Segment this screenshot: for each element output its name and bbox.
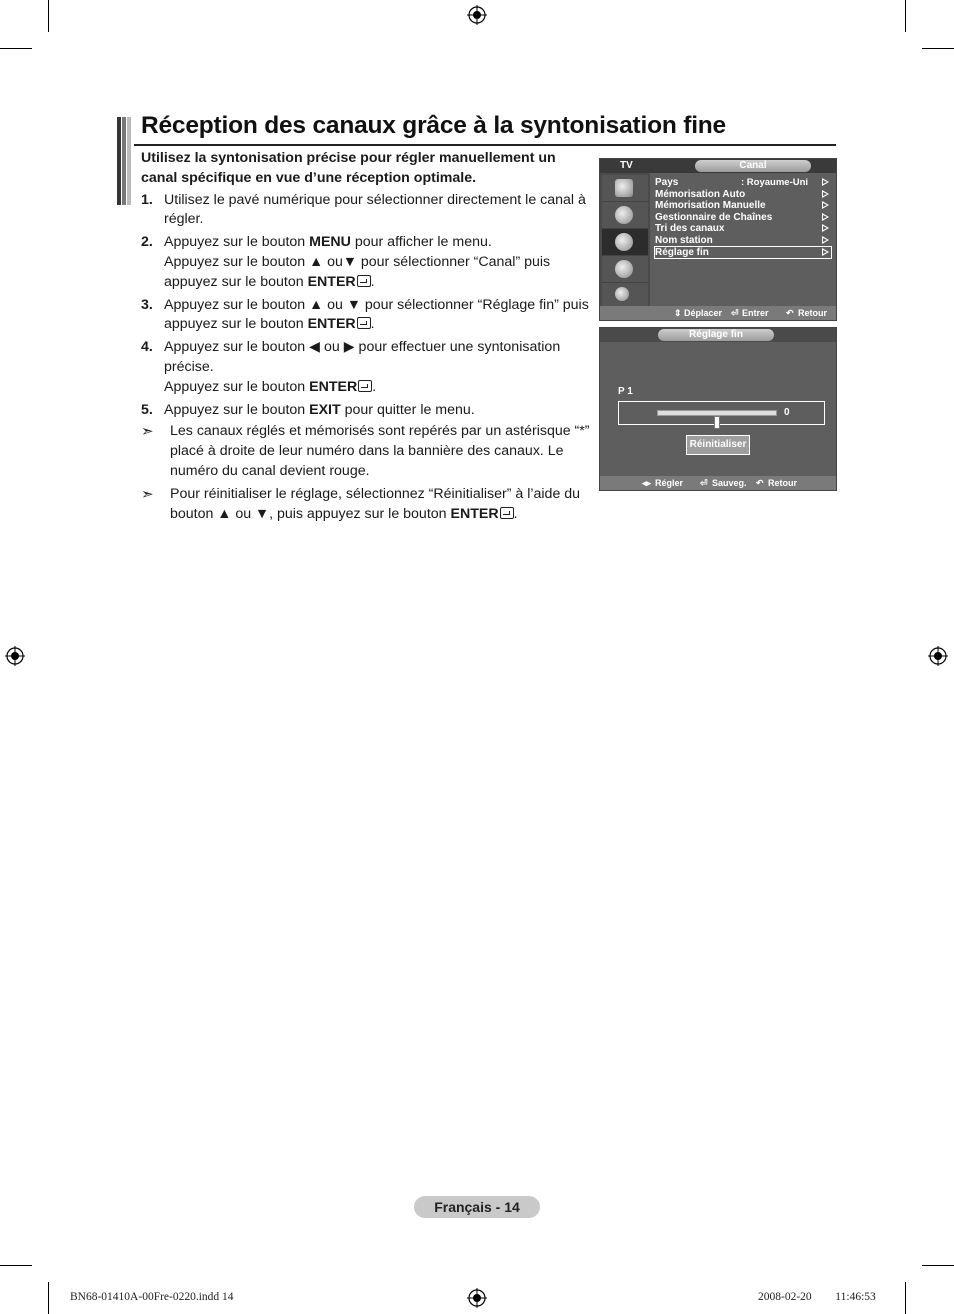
crop-mark [0, 48, 32, 49]
step-text: pour afficher le menu. [350, 234, 492, 251]
fine-tune-slider[interactable] [657, 410, 777, 416]
step-5 [141, 401, 591, 421]
page-number-label: Français - 14 [414, 1196, 540, 1218]
arrow-right-icon [822, 201, 829, 209]
slider-knob[interactable] [714, 416, 720, 429]
enter-icon [357, 275, 371, 287]
enter-key-label: ENTER [450, 505, 499, 522]
registration-mark-icon [928, 646, 948, 666]
registration-mark-icon [467, 1288, 487, 1308]
fine-tune-slider-box [618, 401, 825, 425]
menu-header-bar [600, 328, 836, 342]
footer-adjust-label: Régler [655, 478, 684, 488]
note-text: Les canaux réglés et mémorisés sont repérés par un astérisque “*” placé à droite de leur numéro dans la bannière des canaux. Le numéro du canal devient rouge. [170, 423, 590, 479]
fine-tune-screenshot [599, 327, 837, 491]
enter-icon [500, 507, 514, 519]
slider-value: 0 [784, 407, 790, 418]
step-4 [141, 338, 591, 397]
title-rule [134, 144, 836, 146]
exit-key-label: EXIT [309, 401, 341, 418]
step-text: Appuyez sur le bouton [164, 378, 310, 395]
menu-item-label: Mémorisation Manuelle [655, 200, 766, 212]
leftright-icon: ◂▸ [642, 478, 652, 488]
menu-item-label: Tri des canaux [655, 223, 725, 235]
menu-item-label: Nom station [655, 234, 713, 246]
crop-mark [922, 48, 954, 49]
menu-item-nom-station[interactable] [655, 235, 831, 247]
step-number: 3. [141, 296, 153, 313]
menu-item-label: Mémorisation Auto [655, 188, 746, 200]
note-1 [141, 422, 591, 481]
enter-key-label: ENTER [309, 378, 358, 395]
arrow-right-icon [822, 213, 829, 221]
step-text: Appuyez sur le bouton [164, 401, 310, 418]
step-text: Appuyez sur le bouton [164, 234, 310, 251]
enter-icon [357, 317, 371, 329]
menu-item-label: Gestionnaire de Chaînes [655, 211, 773, 223]
channel-menu-list [655, 177, 831, 258]
menu-item-label: Réglage fin [655, 246, 709, 258]
note-2 [141, 485, 591, 525]
return-icon: ↶ [756, 478, 764, 488]
menu-item-label: Pays [655, 177, 679, 188]
crop-mark [922, 1265, 954, 1266]
menu-item-memorisation-auto[interactable] [655, 189, 831, 201]
print-file-info: BN68-01410A-00Fre-0220.indd 14 [70, 1291, 234, 1303]
enter-key-label: ENTER [307, 273, 356, 290]
footer-back-label: Retour [768, 478, 797, 488]
note-arrow-icon: ➣ [141, 423, 154, 441]
step-2 [141, 233, 591, 292]
crop-mark [48, 0, 49, 32]
crop-mark [905, 0, 906, 32]
note-arrow-icon: ➣ [141, 485, 154, 503]
arrow-right-icon [822, 236, 829, 244]
footer-back-label: Retour [798, 308, 827, 318]
arrow-right-icon [822, 190, 829, 198]
arrow-right-icon [822, 178, 829, 186]
step-3 [141, 296, 591, 336]
menu-key-label: MENU [309, 234, 351, 251]
step-text: Appuyez sur le bouton ▲ ou ▼ pour sélectionner “Réglage fin” puis appuyez sur le bouton [164, 296, 589, 333]
updown-icon: ⇕ [674, 308, 682, 318]
menu-title: Réglage fin [658, 329, 774, 341]
menu-item-memorisation-manuelle[interactable] [655, 200, 831, 212]
menu-header-bar [600, 159, 836, 173]
enter-key-label: ENTER [307, 316, 356, 333]
footer-move-label: Déplacer [684, 308, 723, 318]
arrow-right-icon [822, 224, 829, 232]
footer-enter-label: Entrer [742, 308, 769, 318]
registration-mark-icon [467, 5, 487, 25]
crop-mark [905, 1282, 906, 1314]
page-title: Réception des canaux grâce à la syntonisation fine [141, 112, 726, 139]
enter-icon: ⏎ [731, 308, 739, 318]
step-text: pour quitter le menu. [340, 401, 475, 418]
step-text: Appuyez sur le bouton ◀ ou ▶ pour effectuer une syntonisation précise. [164, 339, 561, 375]
registration-mark-icon [5, 646, 25, 666]
menu-item-gestionnaire[interactable] [655, 212, 831, 224]
footer-save-label: Sauveg. [712, 478, 747, 488]
sound-icon[interactable] [602, 202, 648, 229]
note-text: . [513, 505, 518, 522]
print-timestamp: 2008-02-20 ￿￿ 11:46:53 [758, 1291, 876, 1303]
step-text: Appuyez sur le bouton ▲ ou▼ pour sélectionner “Canal” puis appuyez sur le bouton [164, 253, 551, 290]
menu-item-reglage-fin[interactable] [655, 247, 831, 259]
note-text: Pour réinitialiser le réglage, sélectionnez “Réinitialiser” à l’aide du bouton ▲ ou ▼, puis appuyez sur le bouton [170, 485, 581, 522]
step-text: . [372, 378, 377, 395]
menu-item-value: : Royaume-Uni [741, 177, 809, 188]
crop-mark [0, 1265, 32, 1266]
step-number: 5. [141, 401, 153, 418]
return-icon: ↶ [786, 308, 794, 318]
channel-icon[interactable] [602, 229, 648, 256]
tv-menu-screenshot [599, 158, 837, 321]
enter-icon: ⏎ [700, 478, 708, 488]
step-number: 2. [141, 234, 153, 251]
step-number: 1. [141, 191, 153, 208]
instructions [141, 149, 591, 526]
setup-icon[interactable] [602, 256, 648, 283]
step-text: . [370, 316, 375, 333]
menu-sidebar [600, 173, 650, 313]
menu-item-tri-canaux[interactable] [655, 223, 831, 235]
menu-title: Canal [695, 160, 811, 172]
step-text: Utilisez le pavé numérique pour sélectionner directement le canal à régler. [164, 191, 586, 228]
enter-icon [358, 380, 372, 392]
step-number: 4. [141, 339, 153, 356]
arrow-right-icon [822, 248, 829, 256]
step-text: . [370, 273, 375, 290]
program-number: P 1 [618, 386, 633, 397]
reset-button[interactable]: Réinitialiser [686, 435, 750, 455]
step-1 [141, 191, 591, 231]
intro-text: Utilisez la syntonisation précise pour régler manuellement un canal spécifique en vue d’une réception optimale. [141, 150, 556, 186]
menu-footer-bar [600, 306, 836, 320]
picture-icon[interactable] [602, 175, 648, 202]
menu-item-pays[interactable] [655, 177, 831, 189]
crop-mark [48, 1282, 49, 1314]
menu-footer-bar [600, 476, 836, 490]
tv-label: TV [620, 160, 633, 171]
